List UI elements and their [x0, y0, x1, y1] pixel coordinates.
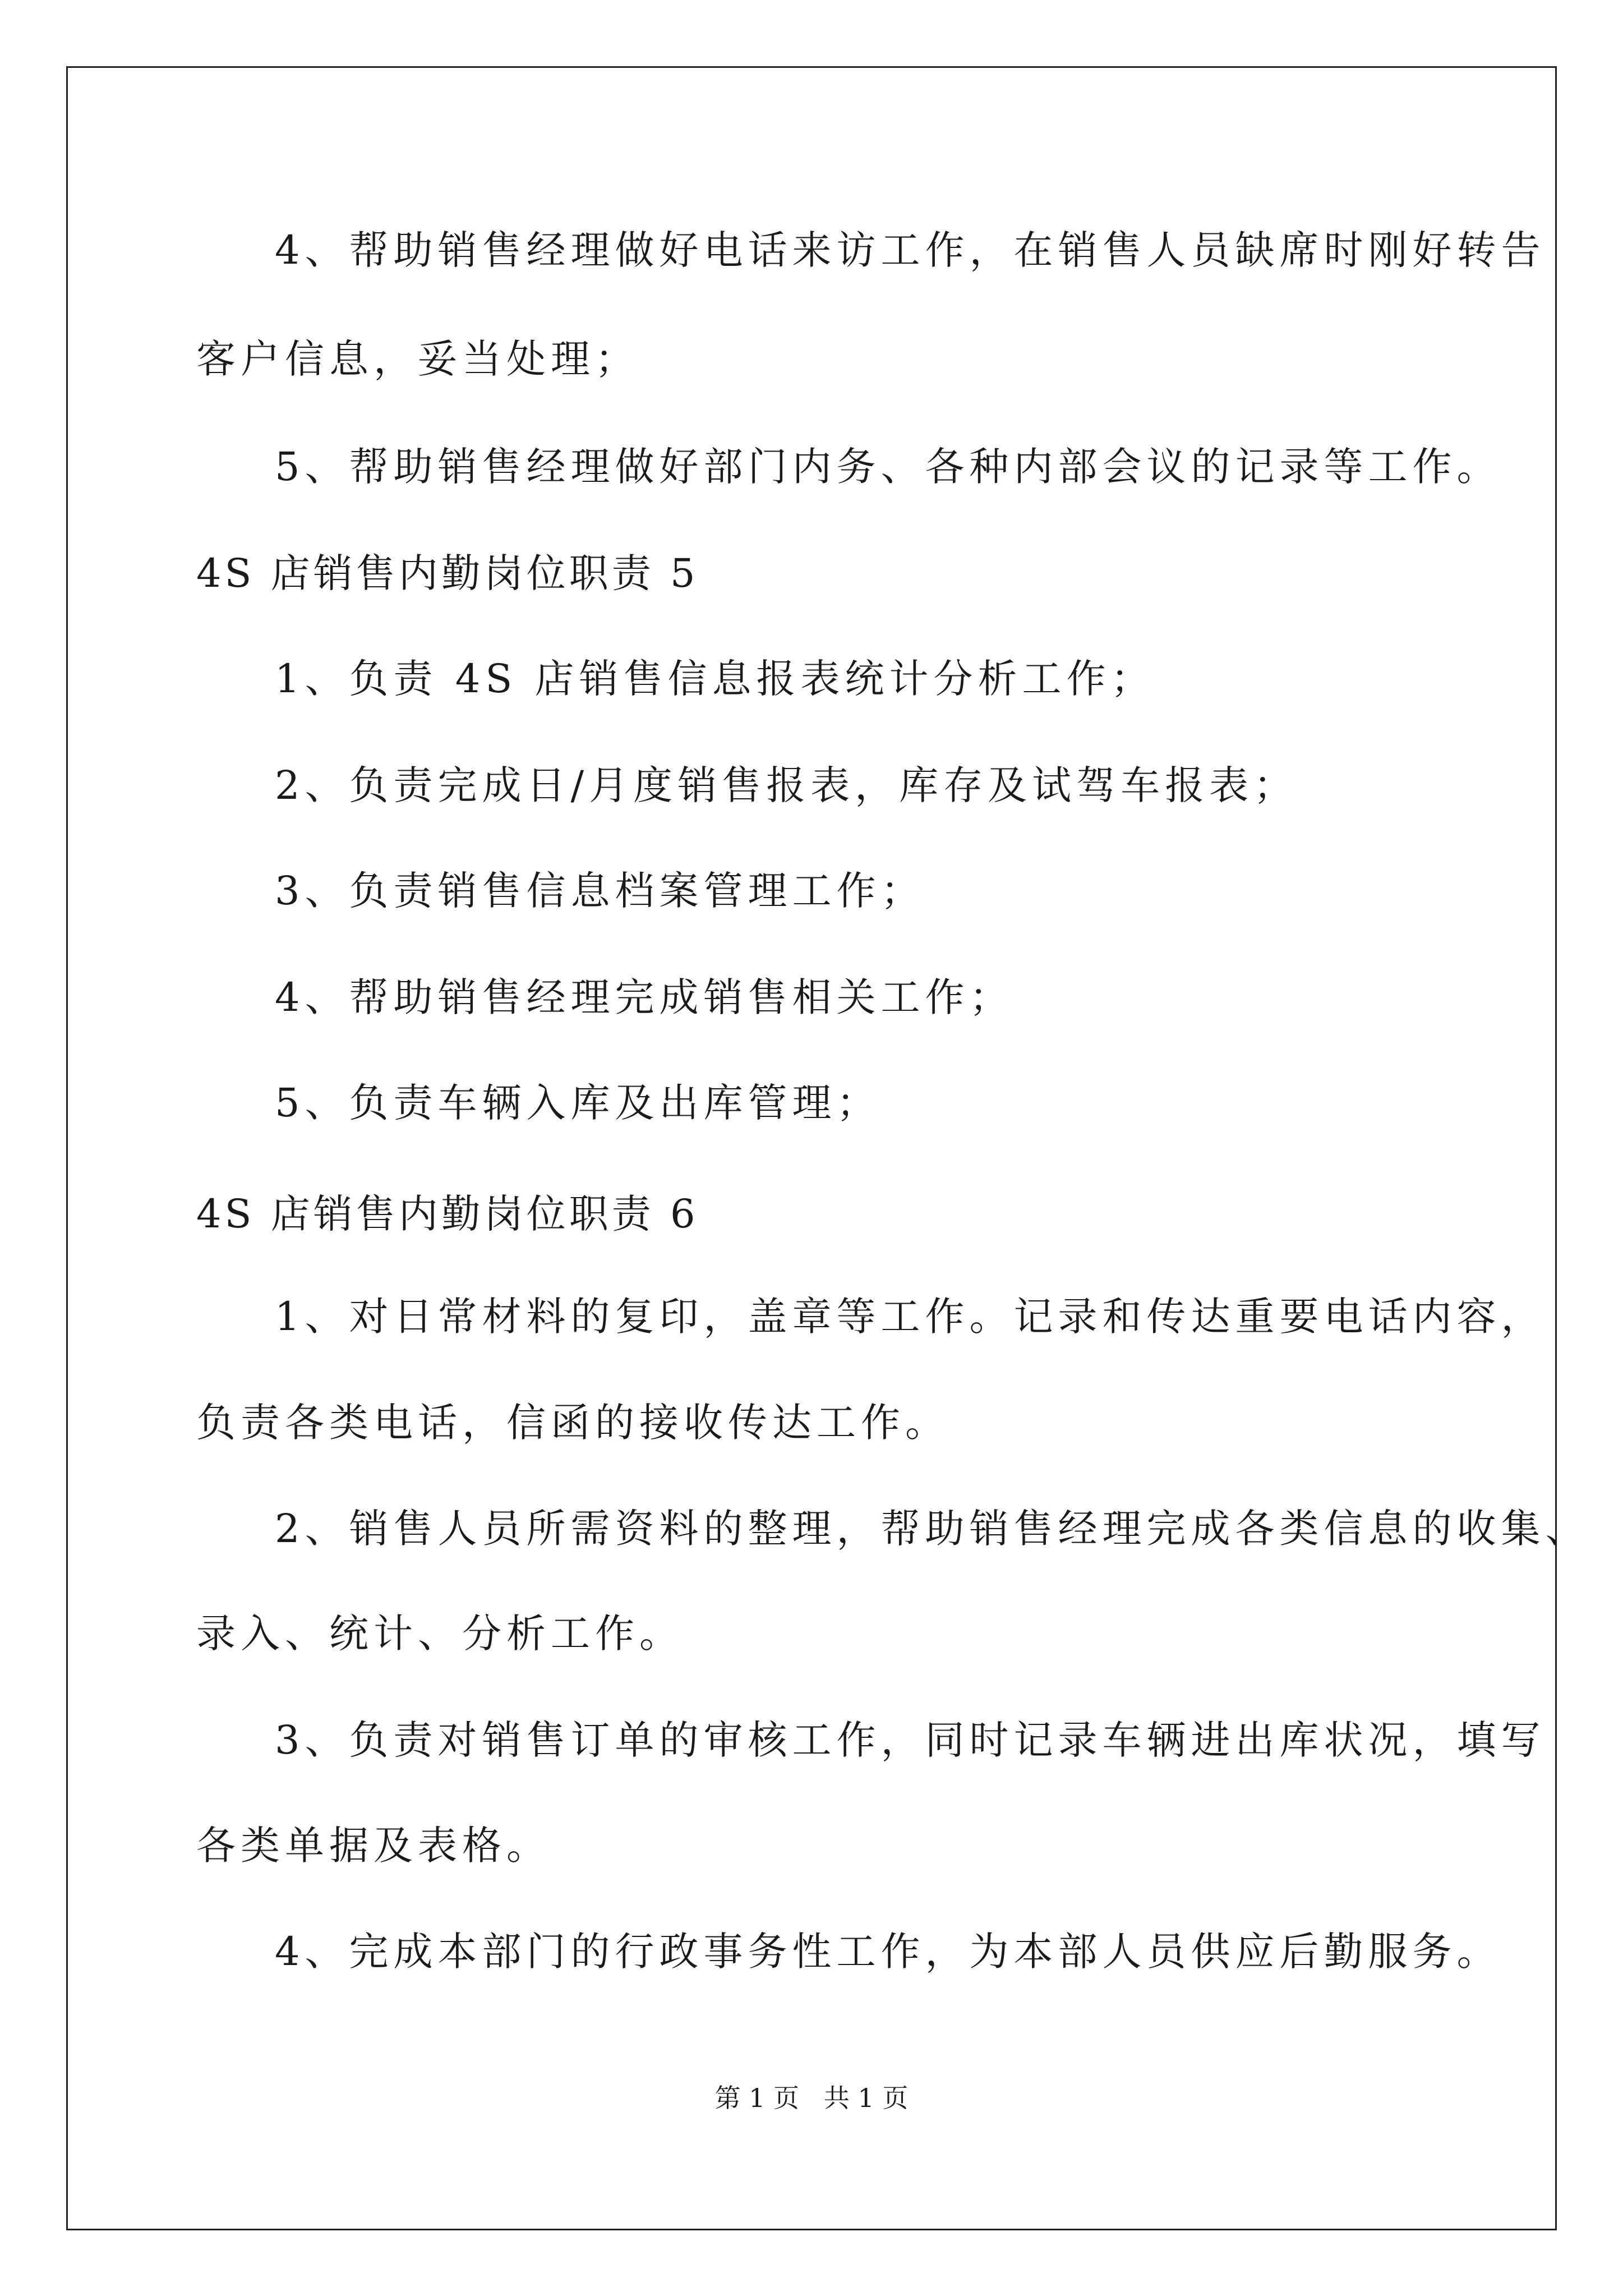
section6-item-1-line-1: 1、对日常材料的复印，盖章等工作。记录和传达重要电话内容，	[275, 1294, 1546, 1340]
section5-item-4: 4、帮助销售经理完成销售相关工作；	[275, 974, 1014, 1020]
page-number-footer: 第 1 页 共 1 页	[714, 2083, 909, 2113]
section6-item-1-line-2: 负责各类电话，信函的接收传达工作。	[196, 1400, 949, 1446]
section5-item-2: 2、负责完成日/月度销售报表，库存及试驾车报表；	[275, 762, 1298, 808]
section-heading-5: 4S 店销售内勤岗位职责 5	[196, 550, 699, 596]
section6-item-2-line-1: 2、销售人员所需资料的整理，帮助销售经理完成各类信息的收集、	[275, 1506, 1590, 1552]
section5-item-1: 1、负责 4S 店销售信息报表统计分析工作；	[275, 656, 1155, 702]
section5-item-3: 3、负责销售信息档案管理工作；	[275, 868, 925, 914]
section6-item-4: 4、完成本部门的行政事务性工作，为本部人员供应后勤服务。	[275, 1929, 1501, 1975]
section-heading-6: 4S 店销售内勤岗位职责 6	[196, 1191, 699, 1237]
page-border	[66, 66, 1557, 2230]
section6-item-2-line-2: 录入、统计、分析工作。	[196, 1611, 684, 1657]
duty-5-line: 5、帮助销售经理做好部门内务、各种内部会议的记录等工作。	[275, 444, 1501, 490]
section6-item-3-line-2: 各类单据及表格。	[196, 1823, 551, 1869]
duty-4-line-2: 客户信息，妥当处理；	[196, 336, 639, 382]
section6-item-3-line-1: 3、负责对销售订单的审核工作，同时记录车辆进出库状况，填写	[275, 1717, 1546, 1763]
duty-4-line-1: 4、帮助销售经理做好电话来访工作，在销售人员缺席时刚好转告	[275, 227, 1546, 273]
section5-item-5: 5、负责车辆入库及出库管理；	[275, 1080, 881, 1126]
